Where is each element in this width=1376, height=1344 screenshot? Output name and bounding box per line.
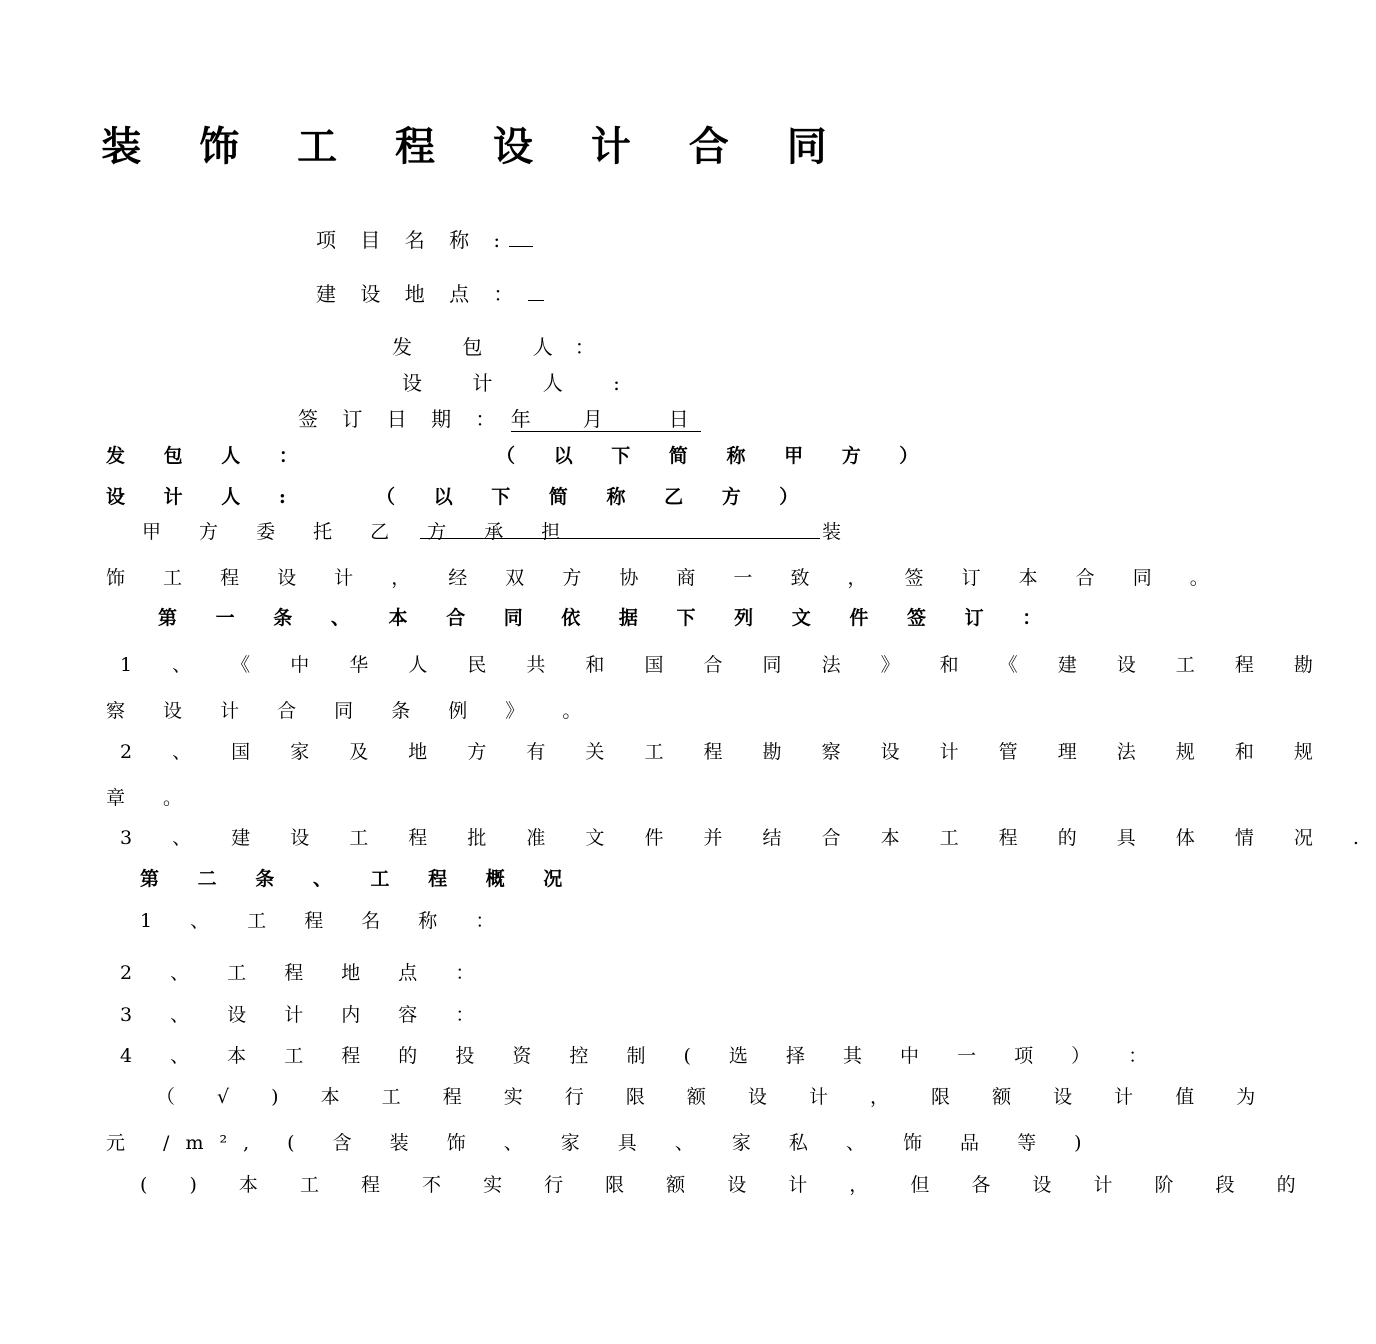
cover-employer-label: 发 包 人： — [392, 335, 617, 359]
employer-label: 发 包 人 ： — [106, 445, 314, 467]
article-2-item-1: 1 、 工 程 名 称 ： — [140, 910, 511, 932]
sign-date-row — [298, 407, 701, 432]
employer-note: （ 以 下 简 称 甲 方 ） — [496, 445, 935, 467]
date-day: 日 — [668, 407, 689, 431]
article-1-item-1-line-2: 察 设 计 合 同 条 例 》 。 — [106, 700, 598, 722]
article-2-heading: 第 二 条 、 工 程 概 况 — [140, 868, 579, 890]
intro-line-1-end: 装 — [822, 521, 842, 543]
intro-line-1 — [142, 520, 576, 544]
intro-line-1-text: 甲 方 委 托 乙 方 承 担 — [142, 521, 577, 543]
cover-designer-label: 设 计 人 : — [402, 371, 642, 395]
intro-blank — [420, 538, 820, 539]
project-name-row — [316, 228, 533, 252]
article-2-item-3: 3 、 设 计 内 容 ： — [120, 1004, 491, 1026]
intro-line-2: 饰 工 程 设 计 ， 经 双 方 协 商 一 致 ， 签 订 本 合 同 。 — [106, 567, 1225, 589]
date-month: 月 — [582, 407, 603, 431]
sign-date-label: 签 订 日 期 ： — [298, 407, 505, 431]
project-name-label: 项 目 名 称 : — [316, 228, 510, 252]
article-1-item-3: 3 、 建 设 工 程 批 准 文 件 并 结 合 本 工 程 的 具 体 情 况 . — [120, 827, 1376, 849]
option-1-line-1: （ √ ) 本 工 程 实 行 限 额 设 计 ， 限 额 设 计 值 为 — [156, 1086, 1274, 1108]
article-2-item-2: 2 、 工 程 地 点 ： — [120, 962, 491, 984]
document-title: 装 饰 工 程 设 计 合 同 — [101, 124, 849, 170]
article-1-item-1-line-1: 1 、 《 中 华 人 民 共 和 国 合 同 法 》 和 《 建 设 工 程 勘 — [120, 654, 1330, 676]
designer-note: （ 以 下 简 称 乙 方 ） — [376, 486, 815, 508]
site-blank — [528, 282, 544, 301]
option-2-line-1: ( ) 本 工 程 不 实 行 限 额 设 计 ， 但 各 设 计 阶 段 的 — [140, 1174, 1314, 1196]
sign-date-field — [511, 407, 701, 432]
site-row — [316, 282, 544, 306]
designer-label: 设 计 人 : — [106, 486, 302, 508]
article-2-item-4: 4 、 本 工 程 的 投 资 控 制 ( 选 择 其 中 一 项 ） ： — [120, 1045, 1164, 1067]
project-name-blank — [509, 228, 533, 247]
date-year: 年 — [510, 407, 531, 431]
site-label: 建 设 地 点 ： — [316, 282, 523, 306]
option-1-line-2: 元 /m², ( 含 装 饰 、 家 具 、 家 私 、 饰 品 等 ) — [106, 1132, 1098, 1154]
article-1-item-2-line-2: 章 。 — [106, 787, 199, 809]
article-1-item-2-line-1: 2 、 国 家 及 地 方 有 关 工 程 勘 察 设 计 管 理 法 规 和 规 — [120, 741, 1330, 763]
article-1-heading: 第 一 条 、 本 合 同 依 据 下 列 文 件 签 订 ： — [158, 607, 1058, 629]
